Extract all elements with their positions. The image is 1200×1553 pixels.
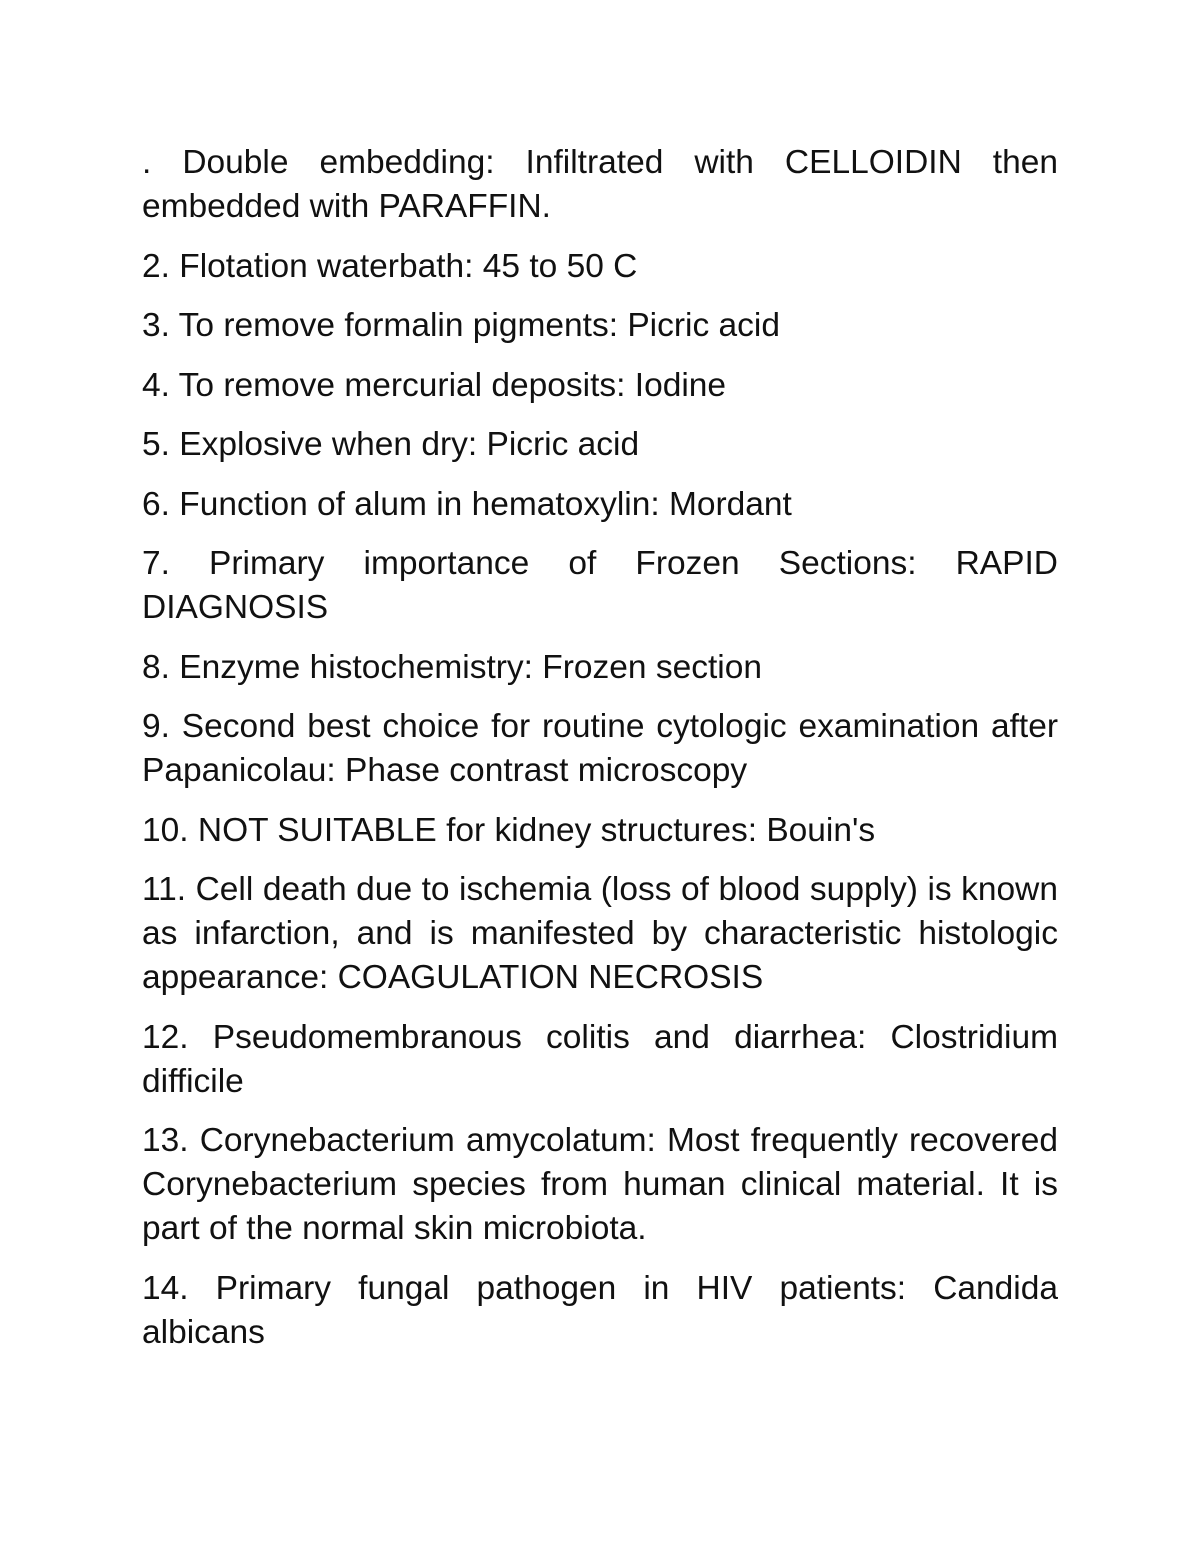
item-cytologic-examination: 9. Second best choice for routine cytologic examination after Papanicolau: Phase contrast microscopy bbox=[142, 708, 1058, 789]
item-explosive-when-dry: 5. Explosive when dry: Picric acid bbox=[142, 426, 640, 463]
document-page bbox=[142, 141, 1058, 1370]
item-pseudomembranous-colitis: 12. Pseudomembranous colitis and diarrhea: Clostridium difficile bbox=[142, 1018, 1058, 1100]
item-mercurial-deposits: 4. To remove mercurial deposits: Iodine bbox=[142, 366, 727, 404]
item-formalin-pigments: 3. To remove formalin pigments: Picric acid bbox=[142, 307, 780, 344]
item-double-embedding: . Double embedding: Infiltrated with CELLOIDIN then embedded with PARAFFIN. bbox=[142, 144, 1058, 225]
item-coagulation-necrosis: 11. Cell death due to ischemia (loss of blood supply) is known as infarction, and is manifested by characteristic histologic appearance: COAGULATION NECROSIS bbox=[142, 871, 1058, 996]
item-kidney-structures: 10. NOT SUITABLE for kidney structures: Bouin's bbox=[142, 811, 876, 849]
item-corynebacterium: 13. Corynebacterium amycolatum: Most frequently recovered Corynebacterium species from human clinical material. It is part of the normal skin microbiota. bbox=[142, 1122, 1058, 1247]
item-frozen-sections: 7. Primary importance of Frozen Sections: RAPID DIAGNOSIS bbox=[142, 545, 1058, 626]
item-fungal-pathogen: 14. Primary fungal pathogen in HIV patients: Candida albicans bbox=[142, 1269, 1058, 1351]
item-flotation-waterbath: 2. Flotation waterbath: 45 to 50 C bbox=[142, 247, 638, 285]
item-enzyme-histochemistry: 8. Enzyme histochemistry: Frozen section bbox=[142, 648, 762, 686]
item-alum-function: 6. Function of alum in hematoxylin: Mordant bbox=[142, 485, 792, 523]
